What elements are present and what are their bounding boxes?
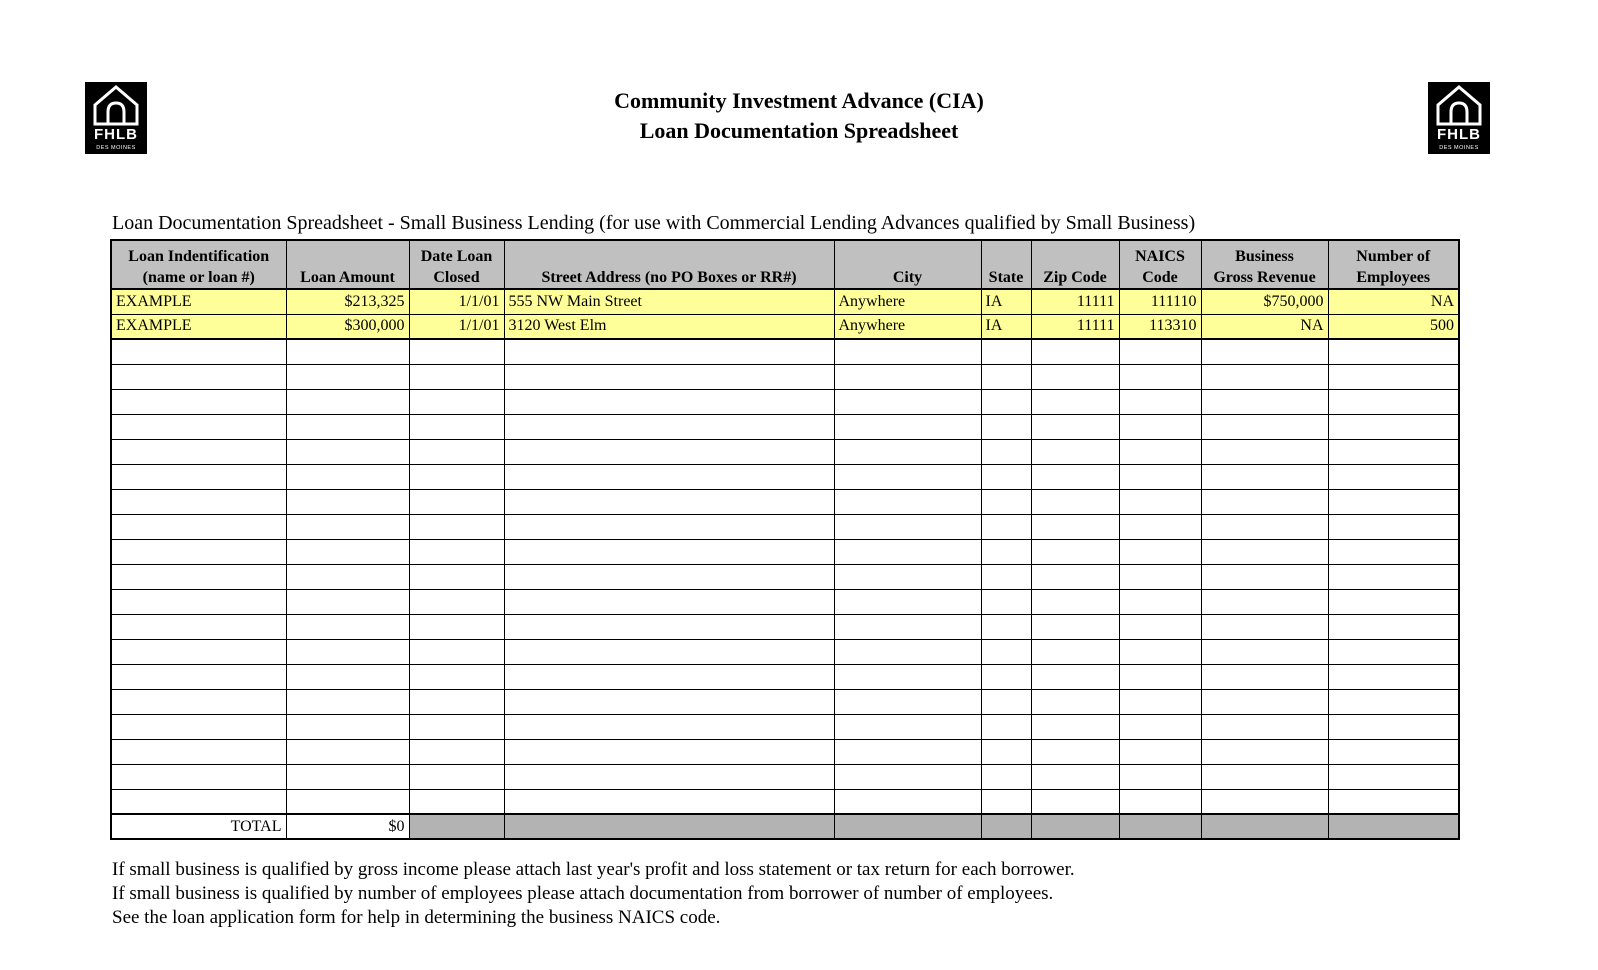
table-cell [504,389,834,414]
table-cell [409,764,504,789]
column-header: Business Gross Revenue [1201,240,1328,289]
footer-note-3: See the loan application form for help in determining the business NAICS code. [112,907,721,928]
table-cell [1119,689,1201,714]
table-header-row [111,240,1459,289]
table-cell: $750,000 [1201,289,1328,314]
table-cell [834,639,981,664]
table-cell [286,364,409,389]
empty-row [111,764,1459,789]
table-cell [409,639,504,664]
table-cell: 500 [1328,314,1459,339]
table-cell [1119,464,1201,489]
table-cell [409,439,504,464]
empty-row [111,564,1459,589]
table-cell [1201,739,1328,764]
table-cell [1119,339,1201,364]
table-cell [981,789,1031,814]
svg-text:DES MOINES: DES MOINES [1439,145,1479,151]
table-cell [1031,364,1119,389]
table-cell [286,414,409,439]
table-cell [981,389,1031,414]
column-header: Zip Code [1031,240,1119,289]
table-cell [834,764,981,789]
table-cell [286,564,409,589]
table-cell [1119,664,1201,689]
table-cell [111,764,286,789]
total-gray-cell [1201,814,1328,839]
table-cell [286,689,409,714]
column-header: Loan Indentification (name or loan #) [111,240,286,289]
table-cell [1031,414,1119,439]
empty-row [111,414,1459,439]
table-cell [111,439,286,464]
table-cell [1031,639,1119,664]
column-header: Date Loan Closed [409,240,504,289]
title-line-1: Community Investment Advance (CIA) [614,88,984,113]
table-cell [409,789,504,814]
empty-row [111,489,1459,514]
table-cell [1201,714,1328,739]
table-cell [1119,414,1201,439]
total-gray-cell [409,814,504,839]
total-gray-cell [1031,814,1119,839]
empty-row [111,439,1459,464]
table-cell [834,464,981,489]
table-cell [409,364,504,389]
table-cell [1328,639,1459,664]
table-cell: $213,325 [286,289,409,314]
table-cell [1201,789,1328,814]
table-cell: EXAMPLE [111,314,286,339]
table-cell [1119,564,1201,589]
table-cell [834,539,981,564]
table-cell [409,714,504,739]
table-cell [1119,364,1201,389]
table-cell [286,439,409,464]
table-cell [1328,689,1459,714]
table-cell [286,614,409,639]
table-cell [1119,439,1201,464]
table-cell [1328,614,1459,639]
table-cell [111,339,286,364]
table-cell [834,614,981,639]
table-cell [409,739,504,764]
total-gray-cell [1119,814,1201,839]
total-gray-cell [1328,814,1459,839]
table-cell [1201,664,1328,689]
table-cell [834,414,981,439]
table-cell [286,664,409,689]
table-cell [981,614,1031,639]
table-cell [1031,439,1119,464]
table-cell [504,639,834,664]
empty-row [111,614,1459,639]
table-cell [834,514,981,539]
empty-row [111,364,1459,389]
table-cell: NA [1201,314,1328,339]
table-cell [1119,764,1201,789]
table-cell [1328,514,1459,539]
empty-row [111,689,1459,714]
table-cell [1201,514,1328,539]
table-cell [111,639,286,664]
table-cell: $300,000 [286,314,409,339]
table-cell [1031,764,1119,789]
table-cell [981,439,1031,464]
footer-note-2: If small business is qualified by number of employees please attach documentation from borrower of number of employees. [112,883,1054,904]
column-header: Street Address (no PO Boxes or RR#) [504,240,834,289]
svg-text:FHLB: FHLB [1437,126,1481,143]
table-cell [504,364,834,389]
table-cell [504,714,834,739]
table-cell [504,614,834,639]
table-cell [504,739,834,764]
table-cell [111,714,286,739]
title-line-2: Loan Documentation Spreadsheet [639,118,959,143]
table-cell: EXAMPLE [111,289,286,314]
table-cell [1328,664,1459,689]
table-cell [1119,789,1201,814]
table-cell [504,414,834,439]
table-cell [834,339,981,364]
table-cell [111,464,286,489]
table-cell [1031,714,1119,739]
table-cell [981,714,1031,739]
table-cell [981,514,1031,539]
table-cell [1031,789,1119,814]
table-cell [1031,514,1119,539]
loan-table [110,239,1460,840]
table-cell [1328,789,1459,814]
table-cell [504,439,834,464]
table-cell [409,514,504,539]
table-cell [286,464,409,489]
table-cell [1201,589,1328,614]
table-cell [981,339,1031,364]
total-gray-cell [981,814,1031,839]
table-cell [834,589,981,614]
table-cell [1201,439,1328,464]
table-cell [504,339,834,364]
empty-row [111,464,1459,489]
table-cell: 1/1/01 [409,314,504,339]
table-cell [834,789,981,814]
table-cell [286,714,409,739]
table-cell [504,589,834,614]
footer-notes [112,858,1075,930]
empty-row [111,789,1459,814]
table-cell [409,664,504,689]
table-subtitle: Loan Documentation Spreadsheet - Small Business Lending (for use with Commercial Lending Advances qualified by Small Business) [112,212,1196,234]
table-cell: 3120 West Elm [504,314,834,339]
table-cell [504,664,834,689]
empty-row [111,739,1459,764]
table-cell [981,689,1031,714]
example-row [111,314,1459,339]
table-cell [1119,739,1201,764]
column-header: NAICS Code [1119,240,1201,289]
table-cell [409,489,504,514]
svg-text:DES MOINES: DES MOINES [96,145,136,151]
table-cell [111,389,286,414]
table-cell [409,464,504,489]
table-cell [504,514,834,539]
table-cell [1119,389,1201,414]
table-cell [1031,539,1119,564]
table-cell [1201,489,1328,514]
table-cell [111,364,286,389]
table-cell [981,739,1031,764]
table-cell [1201,689,1328,714]
example-row [111,289,1459,314]
table-cell [504,464,834,489]
total-amount: $0 [286,814,409,839]
table-cell: 555 NW Main Street [504,289,834,314]
table-cell: NA [1328,289,1459,314]
document-title [0,86,1598,146]
table-cell [1328,339,1459,364]
table-cell [111,564,286,589]
table-cell [981,589,1031,614]
table-cell [1119,614,1201,639]
table-cell [1201,464,1328,489]
table-cell [834,714,981,739]
footer-note-1: If small business is qualified by gross income please attach last year's profit and loss statement or tax return for each borrower. [112,859,1075,880]
table-cell [1031,664,1119,689]
table-cell [409,389,504,414]
table-cell [1201,364,1328,389]
table-cell: 111110 [1119,289,1201,314]
table-cell [111,514,286,539]
table-cell [504,539,834,564]
table-cell [1328,389,1459,414]
table-cell [1031,339,1119,364]
table-cell [409,589,504,614]
table-cell [981,639,1031,664]
table-cell [504,564,834,589]
table-cell [1328,714,1459,739]
table-cell [981,464,1031,489]
empty-row [111,514,1459,539]
table-cell [1201,339,1328,364]
table-cell [1031,389,1119,414]
table-cell [1031,589,1119,614]
table-cell [1031,739,1119,764]
total-label: TOTAL [111,814,286,839]
table-cell [286,514,409,539]
table-cell: 11111 [1031,314,1119,339]
table-cell [1328,489,1459,514]
table-cell [286,489,409,514]
table-cell [1119,589,1201,614]
table-cell [504,789,834,814]
column-header: City [834,240,981,289]
table-cell [409,689,504,714]
table-cell [1201,539,1328,564]
table-cell: 1/1/01 [409,289,504,314]
table-cell [409,614,504,639]
table-cell [1201,564,1328,589]
empty-row [111,714,1459,739]
table-cell [1328,764,1459,789]
table-cell [834,389,981,414]
table-cell [1119,639,1201,664]
table-cell [834,489,981,514]
table-cell [1328,464,1459,489]
column-header: Loan Amount [286,240,409,289]
table-cell [1201,639,1328,664]
table-cell [111,539,286,564]
table-cell: 11111 [1031,289,1119,314]
table-cell [1031,614,1119,639]
table-body [111,289,1459,839]
table-cell [504,764,834,789]
column-header: Number of Employees [1328,240,1459,289]
table-cell [1119,489,1201,514]
table-cell [286,764,409,789]
table-cell [1201,414,1328,439]
table-cell: IA [981,289,1031,314]
table-cell [286,639,409,664]
column-header: State [981,240,1031,289]
table-cell [286,339,409,364]
table-cell [981,539,1031,564]
table-cell [504,489,834,514]
svg-text:FHLB: FHLB [94,126,138,143]
table-cell [981,414,1031,439]
table-cell [409,414,504,439]
table-cell [111,614,286,639]
table-cell [111,739,286,764]
table-cell [1119,539,1201,564]
table-cell [111,589,286,614]
table-cell [111,689,286,714]
table-cell [834,664,981,689]
table-cell [1201,764,1328,789]
table-cell [981,564,1031,589]
table-cell [286,389,409,414]
total-gray-cell [834,814,981,839]
table-cell [1031,489,1119,514]
table-cell [834,564,981,589]
table-cell [1328,564,1459,589]
table-cell [981,664,1031,689]
table-cell [1328,364,1459,389]
empty-row [111,639,1459,664]
table-cell [111,789,286,814]
table-cell [1328,414,1459,439]
table-cell [1031,564,1119,589]
table-cell [286,789,409,814]
total-gray-cell [504,814,834,839]
table-cell [834,689,981,714]
empty-row [111,589,1459,614]
table-cell [1201,389,1328,414]
table-cell [504,689,834,714]
table-cell [981,364,1031,389]
table-cell [1119,514,1201,539]
table-cell [981,764,1031,789]
table-cell [1031,464,1119,489]
table-cell [981,489,1031,514]
table-cell: Anywhere [834,314,981,339]
table-cell [1119,714,1201,739]
empty-row [111,539,1459,564]
empty-row [111,389,1459,414]
table-cell: IA [981,314,1031,339]
table-cell [834,739,981,764]
total-row [111,814,1459,839]
empty-row [111,664,1459,689]
table-cell [286,589,409,614]
table-cell [111,664,286,689]
table-cell [286,539,409,564]
table-cell [111,489,286,514]
table-cell [1031,689,1119,714]
table-cell [834,439,981,464]
table-cell [409,539,504,564]
table-cell [409,339,504,364]
table-cell: 113310 [1119,314,1201,339]
table-cell: Anywhere [834,289,981,314]
table-cell [1201,614,1328,639]
table-cell [1328,439,1459,464]
table-cell [1328,739,1459,764]
table-cell [111,414,286,439]
table-cell [286,739,409,764]
table-cell [834,364,981,389]
table-cell [1328,589,1459,614]
table-cell [1328,539,1459,564]
table-cell [409,564,504,589]
empty-row [111,339,1459,364]
